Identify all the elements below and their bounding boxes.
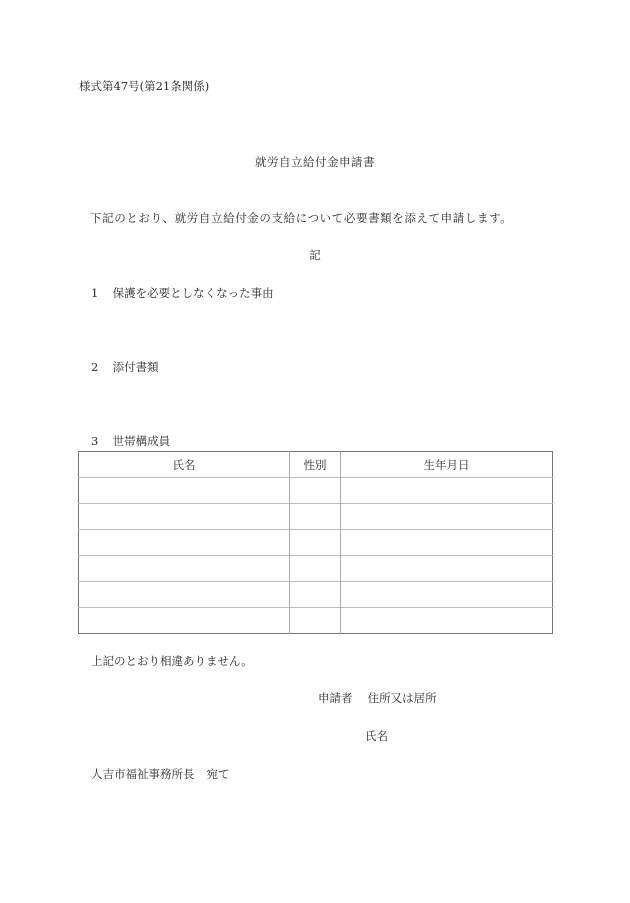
household-members-table xyxy=(78,451,553,634)
item-household-members xyxy=(91,436,170,448)
cell-birthdate[interactable] xyxy=(341,504,553,530)
applicant-label: 申請者 xyxy=(318,691,353,705)
header-birthdate: 生年月日 xyxy=(341,452,553,478)
addressee xyxy=(91,769,230,781)
cell-birthdate[interactable] xyxy=(341,530,553,556)
addressee-suffix: 宛て xyxy=(206,767,230,781)
header-name: 氏名 xyxy=(172,457,196,472)
applicant-name-label: 氏名 xyxy=(365,729,388,743)
cell-sex[interactable] xyxy=(290,608,341,634)
table-row xyxy=(79,608,553,634)
cell-name[interactable] xyxy=(79,608,290,634)
table-row xyxy=(79,530,553,556)
cell-name[interactable] xyxy=(79,556,290,582)
confirmation-text: 上記のとおり相違ありません。 xyxy=(91,654,253,668)
header-sex: 性別 xyxy=(290,452,341,478)
table-row xyxy=(79,504,553,530)
intro-text: 下記のとおり、就労自立給付金の支給について必要書類を添えて申請します。 xyxy=(90,211,513,225)
item-label: 世帯構成員 xyxy=(112,434,171,448)
item-label: 保護を必要としなくなった事由 xyxy=(112,286,274,300)
cell-name[interactable] xyxy=(79,582,290,608)
cell-name[interactable] xyxy=(79,530,290,556)
ki-heading: 記 xyxy=(309,248,321,262)
address-label: 住所又は居所 xyxy=(367,691,437,705)
applicant-address-line xyxy=(318,693,437,705)
cell-sex[interactable] xyxy=(290,582,341,608)
cell-name[interactable] xyxy=(79,504,290,530)
cell-name[interactable] xyxy=(79,478,290,504)
item-number: 2 xyxy=(91,360,99,374)
cell-birthdate[interactable] xyxy=(341,608,553,634)
cell-birthdate[interactable] xyxy=(341,556,553,582)
table-row xyxy=(79,556,553,582)
cell-birthdate[interactable] xyxy=(341,582,553,608)
cell-birthdate[interactable] xyxy=(341,478,553,504)
document-title: 就労自立給付金申請書 xyxy=(255,155,375,169)
addressee-name: 人吉市福祉事務所長 xyxy=(91,767,195,781)
cell-sex[interactable] xyxy=(290,504,341,530)
cell-sex[interactable] xyxy=(290,556,341,582)
table-row xyxy=(79,478,553,504)
item-number: 3 xyxy=(91,434,99,448)
table-header-row xyxy=(79,452,553,478)
cell-sex[interactable] xyxy=(290,530,341,556)
form-number: 様式第47号(第21条関係) xyxy=(79,79,210,93)
item-attachments xyxy=(91,362,159,374)
item-reason xyxy=(91,288,274,300)
cell-sex[interactable] xyxy=(290,478,341,504)
table-row xyxy=(79,582,553,608)
item-number: 1 xyxy=(91,286,99,300)
item-label: 添付書類 xyxy=(112,360,159,374)
